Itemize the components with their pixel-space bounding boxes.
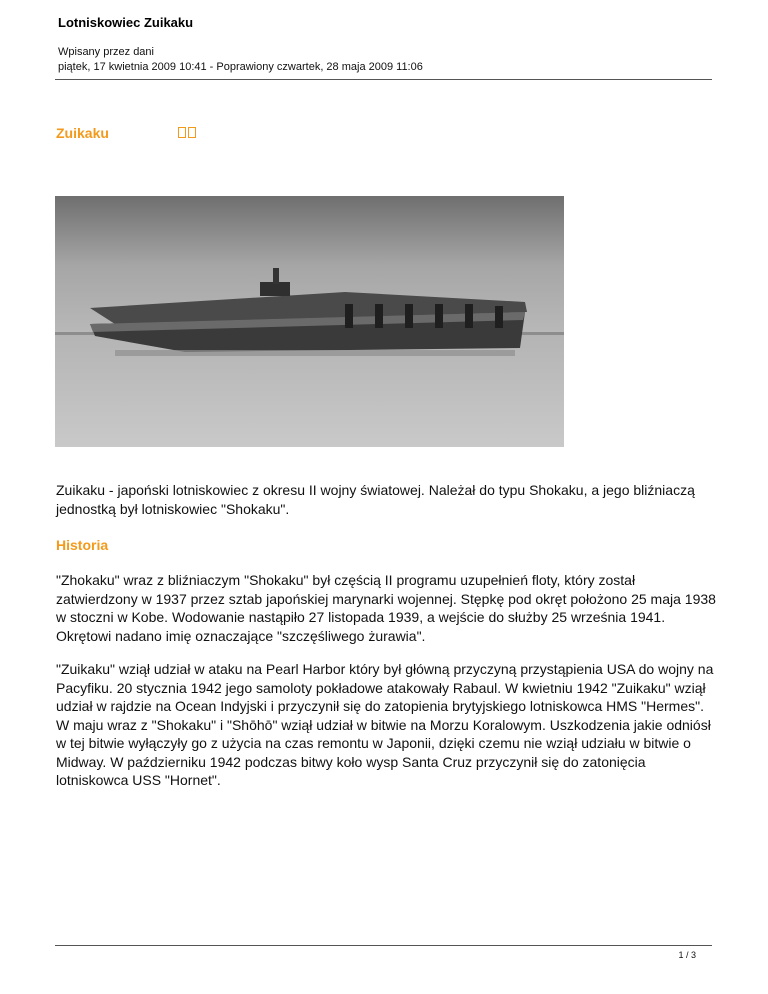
header-divider (55, 79, 712, 80)
footer-divider (55, 945, 712, 946)
history-paragraph-1: "Zhokaku" wraz z bliźniaczym "Shokaku" był częścią II programu uzupełnień floty, który został zatwierdzony w 1937 przez sztab japońskiej marynarki wojennej. Stępkę pod okręt położono 25 maja 1938 w stoczni w Kobe. Wodowanie nastąpiło 27 listopada 1939, a wejście do służby 25 września 1941. Okrętowi nadano imię oznaczające "szczęśliwego żurawia". (56, 572, 716, 644)
section-heading: Historia (56, 537, 109, 553)
history-paragraph-2: "Zuikaku" wziął udział w ataku na Pearl Harbor który był główną przyczyną przystąpienia USA do wojny na Pacyfiku. 20 stycznia 1942 jego samoloty pokładowe atakowały Rabaul. W kwietniu 1942 "Zuikaku" wziął udział w rajdzie na Ocean Indyjski i przyczynił się do zatopienia brytyjskiego lotniskowca HMS "Hermes". W maju wraz z "Shokaku" i "Shōhō" wziął udział w bitwie na Morzu Koralowym. Uszkodzenia jakie odniósł w tej bitwie wyłączyły go z użycia na czas remontu w Japonii, dzięki czemu nie wziął udziału w bitwie o Midway. W październiku 1942 podczas bitwy koło wysp Santa Cruz przyczynił się do zatonięcia lotniskowca USS "Hornet". (56, 661, 714, 788)
author-line: Wpisany przez dani (58, 46, 154, 58)
date-line: piątek, 17 kwietnia 2009 10:41 - Poprawiony czwartek, 28 maja 2009 11:06 (58, 61, 423, 73)
missing-glyph-icon (178, 126, 198, 138)
ship-photo (55, 196, 564, 447)
article-heading: Zuikaku (56, 125, 109, 141)
intro-paragraph: Zuikaku - japoński lotniskowiec z okresu II wojny światowej. Należał do typu Shokaku, a jego bliźniaczą jednostką był lotniskowiec "Shokaku". (56, 482, 695, 517)
document-title: Lotniskowiec Zuikaku (58, 15, 194, 30)
page-number: 1 / 3 (678, 950, 696, 960)
document-meta (58, 45, 423, 75)
